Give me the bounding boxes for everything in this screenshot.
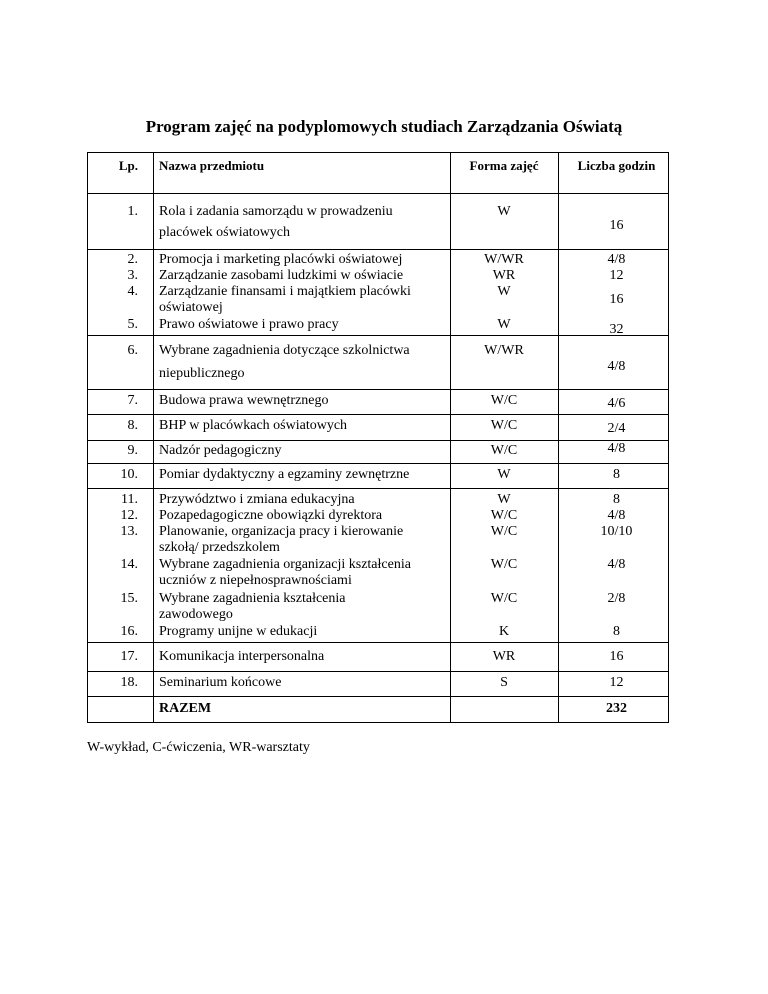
row-form: WR [492, 649, 516, 664]
row-hours: 8 [613, 467, 620, 482]
row-name-cont: uczniów z niepełnosprawnościami [159, 573, 352, 588]
column-divider [558, 153, 559, 722]
row-lp: 9. [127, 443, 138, 458]
row-form: W/WR [484, 343, 524, 358]
row-hours: 4/8 [607, 508, 626, 523]
row-form: S [500, 675, 508, 690]
row-hours: 32 [609, 322, 624, 337]
row-form: W/C [490, 393, 518, 408]
page-title: Program zajęć na podyplomowych studiach Zarządzania Oświatą [145, 117, 623, 136]
column-divider [153, 153, 154, 722]
row-form: W/C [490, 443, 518, 458]
row-name: Wybrane zagadnienia dotyczące szkolnictwa [159, 343, 410, 358]
row-form: W [497, 284, 511, 299]
row-lp: 7. [127, 393, 138, 408]
row-divider [88, 642, 668, 643]
row-lp: 1. [127, 204, 138, 219]
row-divider [88, 249, 668, 250]
row-name: Budowa prawa wewnętrznego [159, 393, 329, 408]
row-hours: 8 [613, 492, 620, 507]
row-divider [88, 463, 668, 464]
row-name: BHP w placówkach oświatowych [159, 418, 348, 433]
legend-text: W-wykład, C-ćwiczenia, WR-warsztaty [87, 740, 310, 755]
row-lp: 11. [121, 492, 138, 507]
row-hours: 4/8 [607, 252, 626, 267]
row-lp: 13. [120, 524, 138, 539]
row-hours: 16 [609, 218, 624, 233]
row-name: Wybrane zagadnienia kształcenia [159, 591, 346, 606]
row-lp: 14. [120, 557, 138, 572]
row-hours: 4/8 [607, 359, 626, 374]
row-name: Seminarium końcowe [159, 675, 282, 690]
row-lp: 18. [120, 675, 138, 690]
row-lp: 16. [120, 624, 138, 639]
row-lp: 4. [127, 284, 138, 299]
row-lp: 17. [120, 649, 138, 664]
row-name: Prawo oświatowe i prawo pracy [159, 317, 339, 332]
header-name: Nazwa przedmiotu [159, 158, 265, 173]
row-hours: 12 [609, 268, 624, 283]
row-form: W [497, 317, 511, 332]
row-form: W/C [490, 557, 518, 572]
row-hours: 4/6 [607, 396, 626, 411]
row-name: Komunikacja interpersonalna [159, 649, 325, 664]
row-hours: 16 [609, 292, 624, 307]
row-name: Rola i zadania samorządu w prowadzeniu [159, 204, 393, 219]
row-name: Pozapedagogiczne obowiązki dyrektora [159, 508, 383, 523]
row-form: W/C [490, 524, 518, 539]
row-name-cont: niepublicznego [159, 366, 245, 381]
row-name-cont: oświatowej [159, 300, 223, 315]
row-name: Nadzór pedagogiczny [159, 443, 282, 458]
row-hours: 8 [613, 624, 620, 639]
row-form: WR [492, 268, 516, 283]
row-name: Wybrane zagadnienia organizacji kształcenia [159, 557, 411, 572]
row-form: K [498, 624, 510, 639]
row-name: Promocja i marketing placówki oświatowej [159, 252, 403, 267]
schedule-table [87, 152, 669, 723]
row-hours: 12 [609, 675, 624, 690]
row-name-cont: placówek oświatowych [159, 225, 291, 240]
row-form: W/WR [484, 252, 524, 267]
row-form: W/C [490, 591, 518, 606]
row-form: W [497, 204, 511, 219]
row-lp: 10. [120, 467, 138, 482]
row-name: Pomiar dydaktyczny a egzaminy zewnętrzne [159, 467, 410, 482]
row-name: Zarządzanie finansami i majątkiem placówki [159, 284, 411, 299]
row-form: W [497, 492, 511, 507]
row-name-cont: zawodowego [159, 607, 233, 622]
row-form: W/C [490, 508, 518, 523]
row-form: W/C [490, 418, 518, 433]
header-form: Forma zajęć [469, 158, 539, 173]
row-divider [88, 696, 668, 697]
row-hours: 4/8 [607, 557, 626, 572]
row-lp: 12. [120, 508, 138, 523]
row-form: W [497, 467, 511, 482]
row-lp: 8. [127, 418, 138, 433]
row-divider [88, 671, 668, 672]
header-hours: Liczba godzin [577, 158, 656, 173]
row-hours: 10/10 [600, 524, 633, 539]
row-name: Zarządzanie zasobami ludzkimi w oświacie [159, 268, 404, 283]
row-divider [88, 488, 668, 489]
row-divider [88, 414, 668, 415]
row-lp: 3. [127, 268, 138, 283]
row-divider [88, 440, 668, 441]
row-name: Planowanie, organizacja pracy i kierowanie [159, 524, 404, 539]
row-lp: 2. [127, 252, 138, 267]
row-name: Przywództwo i zmiana edukacyjna [159, 492, 355, 507]
header-lp: Lp. [118, 158, 138, 173]
row-divider [88, 193, 668, 194]
row-hours: 4/8 [607, 441, 626, 456]
row-hours: 16 [609, 649, 624, 664]
row-lp: 5. [127, 317, 138, 332]
row-lp: 15. [120, 591, 138, 606]
row-name-cont: szkołą/ przedszkolem [159, 540, 280, 555]
total-hours: 232 [606, 701, 627, 716]
row-name: Programy unijne w edukacji [159, 624, 318, 639]
row-hours: 2/8 [607, 591, 626, 606]
row-hours: 2/4 [607, 421, 626, 436]
row-lp: 6. [127, 343, 138, 358]
total-label: RAZEM [159, 701, 212, 716]
row-divider [88, 389, 668, 390]
